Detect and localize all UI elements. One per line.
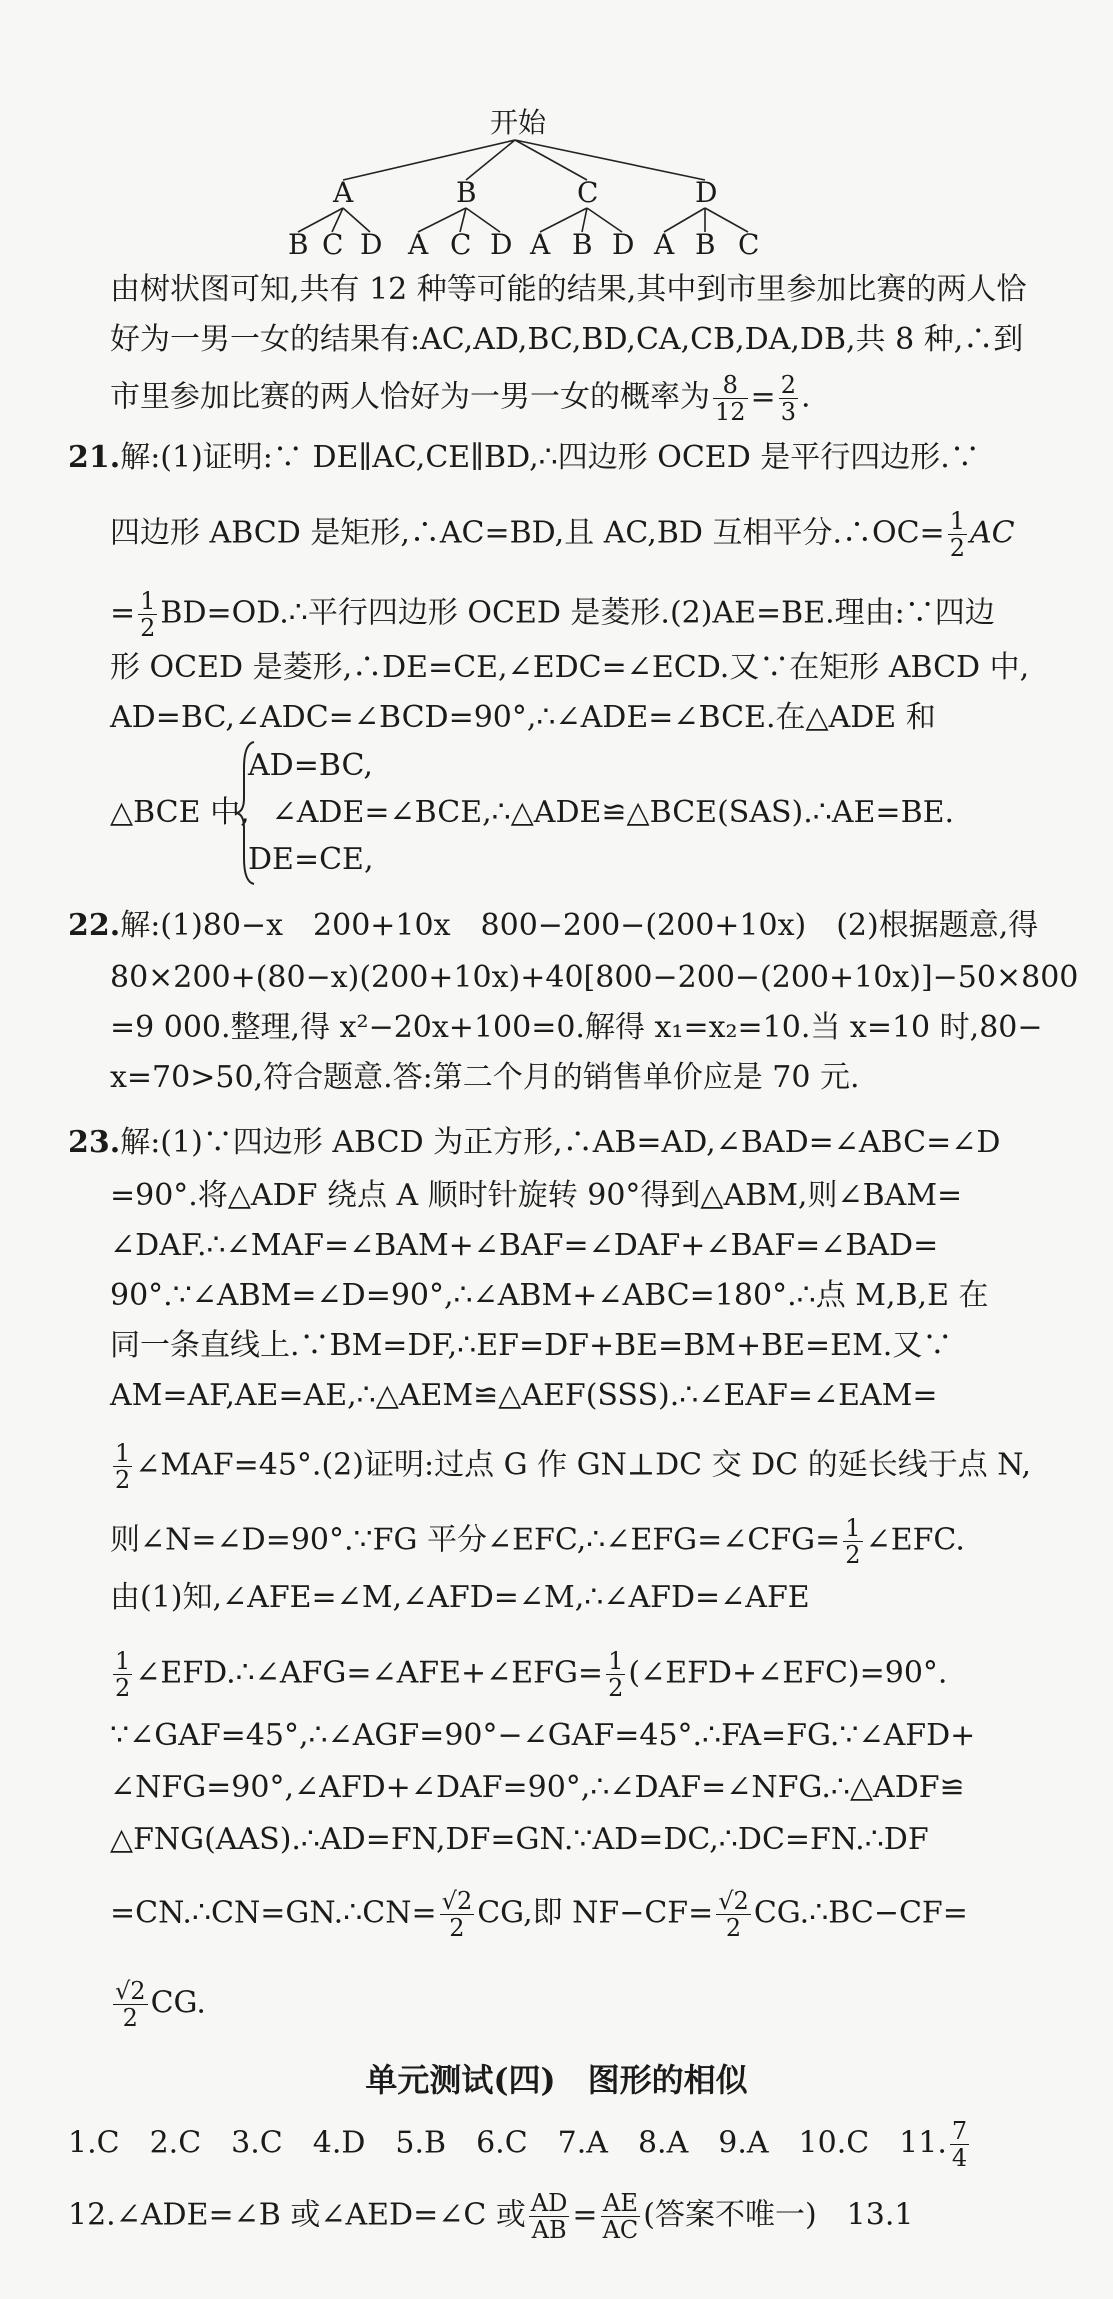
text-segment: (∠EFD+∠EFC)=90°. bbox=[628, 1655, 948, 1691]
fraction bbox=[601, 2190, 641, 2243]
fraction bbox=[529, 2190, 570, 2243]
text-segment: ∠MAF=45°.(2)证明:过点 G 作 GN⊥DC 交 DC 的延长线于点 N, bbox=[135, 1447, 1032, 1483]
text-line: AM=AF,AE=AE,∴△AEM≌△AEF(SSS).∴∠EAF=∠EAM= bbox=[110, 1378, 938, 1413]
text-segment: 解:(1)证明:∵ DE∥AC,CE∥BD,∴四边形 OCED 是平行四边形.∵ bbox=[120, 440, 980, 475]
denominator: AB bbox=[531, 2216, 567, 2244]
text-segment: ∠EFC. bbox=[865, 1522, 965, 1558]
text-segment: =CN.∴CN=GN.∴CN= bbox=[110, 1895, 437, 1931]
answers-line-1 bbox=[68, 2118, 972, 2171]
text-line bbox=[110, 1978, 206, 2031]
denominator: 3 bbox=[780, 398, 796, 426]
fraction bbox=[113, 1648, 132, 1701]
text-segment: 1.C 2.C 3.C 4.D 5.B 6.C 7.A 8.A 9.A 10.C 11. bbox=[68, 2125, 947, 2161]
text-line bbox=[110, 1888, 968, 1941]
text-line: 形 OCED 是菱形,∴DE=CE,∠EDC=∠ECD.又∵在矩形 ABCD 中, bbox=[110, 650, 1030, 685]
question-number: 23. bbox=[68, 1125, 121, 1160]
answers-line-2 bbox=[68, 2190, 913, 2243]
tree-leaf: B bbox=[572, 228, 593, 261]
tree-node: C bbox=[577, 176, 599, 209]
tree-leaf: C bbox=[738, 228, 760, 261]
tree-node: B bbox=[456, 176, 477, 209]
text-segment: BD=OD.∴平行四边形 OCED 是菱形.(2)AE=BE.理由:∵四边 bbox=[160, 595, 995, 631]
equals-sign: = bbox=[750, 379, 776, 415]
denominator: 2 bbox=[115, 1674, 131, 1702]
denominator: 2 bbox=[140, 614, 156, 642]
system-line-1: AD=BC, bbox=[248, 748, 373, 783]
denominator: AC bbox=[602, 2216, 639, 2244]
fraction bbox=[779, 372, 798, 425]
denominator: 2 bbox=[725, 1914, 742, 1942]
text-line bbox=[110, 1648, 947, 1701]
numerator: AD bbox=[530, 2189, 568, 2217]
tree-leaf: B bbox=[288, 228, 309, 261]
text-line: ∵∠GAF=45°,∴∠AGF=90°−∠GAF=45°.∴FA=FG.∵∠AFD+ bbox=[110, 1718, 976, 1753]
denominator: 2 bbox=[449, 1914, 465, 1942]
tree-root: 开始 bbox=[490, 106, 547, 139]
fraction bbox=[440, 1888, 475, 1941]
denominator: 4 bbox=[951, 2144, 968, 2172]
text-segment: 解:(1)80−x 200+10x 800−200−(200+10x) (2)根据题意,得 bbox=[120, 908, 1039, 943]
text-line bbox=[110, 372, 811, 425]
text-segment: 12.∠ADE=∠B 或∠AED=∠C 或 bbox=[68, 2197, 526, 2233]
question-number: 21. bbox=[68, 440, 121, 475]
text-line: 90°.∵∠ABM=∠D=90°,∴∠ABM+∠ABC=180°.∴点 M,B,E 在 bbox=[110, 1278, 989, 1313]
text-line: 好为一男一女的结果有:AC,AD,BC,BD,CA,CB,DA,DB,共 8 种,∴到 bbox=[110, 322, 1024, 357]
numerator: √2 bbox=[115, 1977, 146, 2005]
numerator: 2 bbox=[780, 371, 796, 399]
fraction bbox=[713, 372, 748, 425]
denominator: 2 bbox=[115, 1466, 131, 1494]
text-line: ∠DAF.∴∠MAF=∠BAM+∠BAF=∠DAF+∠BAF=∠BAD= bbox=[110, 1228, 939, 1263]
text-segment: CG.∴BC−CF= bbox=[753, 1895, 968, 1931]
text-line: AD=BC,∠ADC=∠BCD=90°,∴∠ADE=∠BCE.在△ADE 和 bbox=[110, 700, 936, 735]
fraction bbox=[950, 2118, 969, 2171]
question-23-line bbox=[68, 1125, 1000, 1161]
system-line-3: DE=CE, bbox=[248, 842, 374, 877]
text-line: 由树状图可知,共有 12 种等可能的结果,其中到市里参加比赛的两人恰 bbox=[110, 272, 1027, 307]
tree-diagram-lines bbox=[0, 0, 1113, 260]
tree-leaf: D bbox=[360, 228, 383, 261]
denominator: 2 bbox=[845, 1541, 861, 1569]
tree-node: D bbox=[695, 176, 718, 209]
numerator: 1 bbox=[949, 507, 965, 535]
numerator: 1 bbox=[140, 587, 156, 615]
numerator: 7 bbox=[951, 2117, 968, 2145]
text-line: ∠NFG=90°,∠AFD+∠DAF=90°,∴∠DAF=∠NFG.∴△ADF≌ bbox=[110, 1770, 965, 1805]
numerator: 1 bbox=[115, 1439, 131, 1467]
text-line bbox=[110, 508, 1015, 561]
fraction bbox=[606, 1648, 625, 1701]
equals-sign: = bbox=[572, 2197, 598, 2233]
text-segment: CG. bbox=[150, 1985, 206, 2021]
text-line: =9 000.整理,得 x²−20x+100=0.解得 x₁=x₂=10.当 x=10 时,80− bbox=[110, 1010, 1043, 1045]
fraction bbox=[948, 508, 967, 561]
text-segment: △BCE 中, bbox=[110, 795, 250, 830]
numerator: √2 bbox=[441, 1887, 473, 1915]
text-line: △FNG(AAS).∴AD=FN,DF=GN.∵AD=DC,∴DC=FN.∴DF bbox=[110, 1822, 929, 1857]
tree-node: A bbox=[333, 176, 354, 209]
text-line bbox=[110, 588, 995, 641]
numerator: 1 bbox=[845, 1514, 861, 1542]
tree-leaf: D bbox=[612, 228, 635, 261]
fraction bbox=[113, 1978, 148, 2031]
text-segment: 则∠N=∠D=90°.∵FG 平分∠EFC,∴∠EFG=∠CFG= bbox=[110, 1522, 841, 1558]
numerator: AE bbox=[601, 2190, 641, 2217]
text-line: 同一条直线上.∵BM=DF,∴EF=DF+BE=BM+BE=EM.又∵ bbox=[110, 1328, 953, 1363]
text-line bbox=[110, 1515, 965, 1568]
numerator: √2 bbox=[718, 1887, 749, 1915]
question-21-line bbox=[68, 440, 980, 476]
tree-leaf: D bbox=[490, 228, 513, 261]
text-segment: CG,即 NF−CF= bbox=[477, 1895, 714, 1931]
text-segment: 四边形 ABCD 是矩形,∴AC=BD,且 AC,BD 互相平分.∴OC= bbox=[110, 515, 945, 551]
text-line: x=70>50,符合题意.答:第二个月的销售单价应是 70 元. bbox=[110, 1060, 860, 1095]
text-line: 80×200+(80−x)(200+10x)+40[800−200−(200+10x)]−50×800 bbox=[110, 960, 1079, 995]
text-segment: = bbox=[110, 595, 136, 631]
fraction bbox=[113, 1440, 132, 1493]
brace-icon bbox=[232, 738, 262, 888]
numerator: 1 bbox=[115, 1647, 131, 1675]
tree-leaf: B bbox=[695, 228, 716, 261]
numerator: 1 bbox=[608, 1647, 624, 1675]
text-line: =90°.将△ADF 绕点 A 顺时针旋转 90°得到△ABM,则∠BAM= bbox=[110, 1178, 963, 1213]
question-number: 22. bbox=[68, 908, 121, 943]
text-segment: ∠EFD.∴∠AFG=∠AFE+∠EFG= bbox=[135, 1655, 604, 1691]
tree-leaf: C bbox=[322, 228, 344, 261]
text-line bbox=[110, 1440, 1031, 1493]
text-segment: 解:(1)∵四边形 ABCD 为正方形,∴AB=AD,∠BAD=∠ABC=∠D bbox=[120, 1125, 1001, 1160]
fraction bbox=[716, 1888, 751, 1941]
fraction bbox=[843, 1515, 862, 1568]
text-segment: 市里参加比赛的两人恰好为一男一女的概率为 bbox=[110, 379, 710, 415]
text-segment: ∠ADE=∠BCE,∴△ADE≌△BCE(SAS).∴AE=BE. bbox=[271, 795, 955, 830]
section-title: 单元测试(四) 图形的相似 bbox=[365, 2061, 748, 2099]
fraction bbox=[138, 588, 157, 641]
tree-leaf: A bbox=[530, 228, 551, 261]
text-line: 由(1)知,∠AFE=∠M,∠AFD=∠M,∴∠AFD=∠AFE bbox=[110, 1580, 810, 1615]
denominator: 12 bbox=[715, 398, 746, 426]
tree-leaf: A bbox=[408, 228, 429, 261]
numerator: 8 bbox=[713, 372, 748, 399]
tree-leaf: C bbox=[450, 228, 472, 261]
denominator: 2 bbox=[949, 534, 965, 562]
text-segment: AC bbox=[969, 515, 1015, 551]
denominator: 2 bbox=[608, 1674, 624, 1702]
question-22-line bbox=[68, 908, 1038, 944]
denominator: 2 bbox=[122, 2004, 138, 2032]
text-segment: (答案不唯一) 13.1 bbox=[643, 2197, 914, 2233]
period: . bbox=[800, 379, 811, 415]
tree-leaf: A bbox=[654, 228, 675, 261]
